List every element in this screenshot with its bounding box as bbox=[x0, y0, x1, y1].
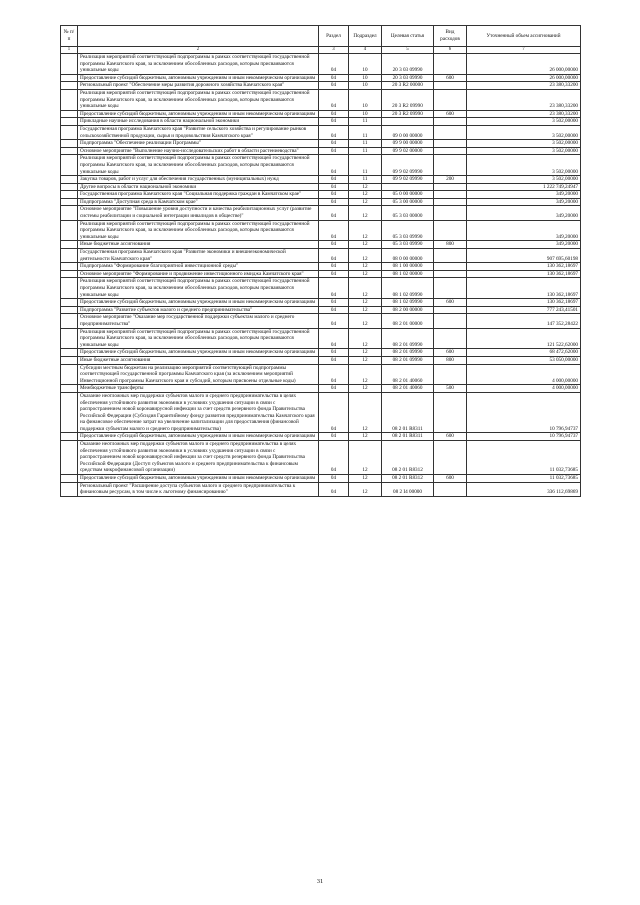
podrazdel-cell: 12 bbox=[349, 482, 382, 496]
allocation-cell: 23 380,33200 bbox=[467, 110, 581, 118]
table-row bbox=[61, 299, 581, 307]
table-row bbox=[61, 191, 581, 199]
table-row bbox=[61, 125, 581, 139]
razdel-cell: 04 bbox=[319, 385, 349, 393]
target-article-cell: 20 3 R2 09990 bbox=[382, 110, 434, 118]
item-name-cell: Реализация мероприятий соответствующей подпрограммы в рамках соответствующей государственной программы Камчатского края, за исключением обособленных расходов, которым присваиваются уникальные коды bbox=[78, 328, 319, 349]
podrazdel-cell: 11 bbox=[349, 118, 382, 126]
allocation-cell: 349,20000 bbox=[467, 220, 581, 241]
podrazdel-cell: 12 bbox=[349, 198, 382, 206]
expense-type-cell bbox=[434, 54, 467, 75]
row-index-cell bbox=[61, 263, 78, 271]
allocation-cell: 26 000,00000 bbox=[467, 74, 581, 82]
podrazdel-cell: 10 bbox=[349, 74, 382, 82]
target-article-cell: 08 1 02 09990 bbox=[382, 299, 434, 307]
razdel-cell: 04 bbox=[319, 392, 349, 433]
column-number: 2 bbox=[78, 47, 319, 54]
row-index-cell bbox=[61, 198, 78, 206]
razdel-cell: 04 bbox=[319, 249, 349, 263]
allocation-cell: 130 362,18697 bbox=[467, 299, 581, 307]
podrazdel-cell: 12 bbox=[349, 249, 382, 263]
item-name-cell: Региональный проект "Расширение доступа субъектов малого и среднего предпринимательства к финансовым ресурсам, в том числе к льготному финансированию" bbox=[78, 482, 319, 496]
row-index-cell bbox=[61, 110, 78, 118]
razdel-cell: 04 bbox=[319, 191, 349, 199]
header-podrazdel: Подраздел bbox=[349, 26, 382, 47]
column-number: 1 bbox=[61, 47, 78, 54]
podrazdel-cell: 12 bbox=[349, 220, 382, 241]
column-number: 7 bbox=[467, 47, 581, 54]
table-row bbox=[61, 482, 581, 496]
target-article-cell: 08 1 00 00000 bbox=[382, 263, 434, 271]
allocation-cell: 3 502,00000 bbox=[467, 118, 581, 126]
row-index-cell bbox=[61, 191, 78, 199]
allocation-cell: 3 502,00000 bbox=[467, 125, 581, 139]
podrazdel-cell: 12 bbox=[349, 364, 382, 385]
target-article-cell bbox=[382, 183, 434, 191]
allocation-cell: 130 362,18697 bbox=[467, 270, 581, 278]
allocation-cell: 349,20000 bbox=[467, 241, 581, 249]
table-row bbox=[61, 220, 581, 241]
row-index-cell bbox=[61, 89, 78, 110]
razdel-cell: 04 bbox=[319, 125, 349, 139]
table-body bbox=[61, 54, 581, 497]
table-row bbox=[61, 314, 581, 328]
item-name-cell: Основное мероприятие "Оказание мер государственной поддержки субъектам малого и среднего предпринимательства" bbox=[78, 314, 319, 328]
razdel-cell: 04 bbox=[319, 241, 349, 249]
razdel-cell: 04 bbox=[319, 140, 349, 148]
row-index-cell bbox=[61, 278, 78, 299]
row-index-cell bbox=[61, 220, 78, 241]
razdel-cell: 04 bbox=[319, 364, 349, 385]
expense-type-cell bbox=[434, 183, 467, 191]
row-index-cell bbox=[61, 270, 78, 278]
expense-type-cell bbox=[434, 147, 467, 155]
podrazdel-cell: 12 bbox=[349, 263, 382, 271]
target-article-cell: 09 9 02 00000 bbox=[382, 147, 434, 155]
podrazdel-cell: 10 bbox=[349, 110, 382, 118]
podrazdel-cell: 12 bbox=[349, 433, 382, 441]
razdel-cell: 04 bbox=[319, 118, 349, 126]
target-article-cell: 05 0 00 00000 bbox=[382, 191, 434, 199]
allocation-cell: 11 032,73685 bbox=[467, 441, 581, 475]
allocation-cell: 53 050,00000 bbox=[467, 356, 581, 364]
budget-table bbox=[60, 25, 581, 497]
expense-type-cell bbox=[434, 155, 467, 176]
podrazdel-cell: 12 bbox=[349, 349, 382, 357]
podrazdel-cell: 12 bbox=[349, 270, 382, 278]
expense-type-cell bbox=[434, 328, 467, 349]
podrazdel-cell: 12 bbox=[349, 385, 382, 393]
razdel-cell: 04 bbox=[319, 183, 349, 191]
podrazdel-cell: 10 bbox=[349, 82, 382, 90]
row-index-cell bbox=[61, 125, 78, 139]
item-name-cell: Предоставление субсидий бюджетным, автономным учреждениям и иным некоммерческим организациям bbox=[78, 110, 319, 118]
table-row bbox=[61, 392, 581, 433]
allocation-cell: 4 000,00000 bbox=[467, 364, 581, 385]
target-article-cell: 20 3 03 09990 bbox=[382, 54, 434, 75]
expense-type-cell: 600 bbox=[434, 475, 467, 483]
header-expense-type: Вид расходов bbox=[434, 26, 467, 47]
podrazdel-cell: 11 bbox=[349, 176, 382, 184]
allocation-cell: 907 695,60198 bbox=[467, 249, 581, 263]
table-row bbox=[61, 74, 581, 82]
target-article-cell: 08 2 01 R8311 bbox=[382, 433, 434, 441]
razdel-cell: 04 bbox=[319, 206, 349, 220]
item-name-cell: Основное мероприятие "Формирование и продвижение инвестиционного имиджа Камчатского края" bbox=[78, 270, 319, 278]
table-row bbox=[61, 155, 581, 176]
item-name-cell: Реализация мероприятий соответствующей подпрограммы в рамках соответствующей государственной программы Камчатского края, за исключением обособленных расходов, которым присваиваются уникальные коды bbox=[78, 155, 319, 176]
item-name-cell: Региональный проект "Обеспечение меры развития дорожного хозяйства Камчатского края" bbox=[78, 82, 319, 90]
table-row bbox=[61, 176, 581, 184]
allocation-cell: 349,20000 bbox=[467, 191, 581, 199]
allocation-cell: 349,20000 bbox=[467, 206, 581, 220]
row-index-cell bbox=[61, 249, 78, 263]
row-index-cell bbox=[61, 82, 78, 90]
item-name-cell: Государственная программа Камчатского края "Социальная поддержка граждан в Камчатском крае" bbox=[78, 191, 319, 199]
allocation-cell: 130 362,18697 bbox=[467, 278, 581, 299]
row-index-cell bbox=[61, 314, 78, 328]
allocation-cell: 777 243,41501 bbox=[467, 306, 581, 314]
target-article-cell: 08 2 01 R8312 bbox=[382, 441, 434, 475]
razdel-cell: 04 bbox=[319, 306, 349, 314]
target-article-cell: 08 2 01 09990 bbox=[382, 328, 434, 349]
item-name-cell: Реализация мероприятий соответствующей подпрограммы в рамках соответствующей государственной программы Камчатского края, за исключением обособленных расходов, которым присваиваются уникальные коды bbox=[78, 220, 319, 241]
target-article-cell: 09 9 00 00000 bbox=[382, 140, 434, 148]
item-name-cell: Подпрограмма "Развитие субъектов малого и среднего предпринимательства" bbox=[78, 306, 319, 314]
row-index-cell bbox=[61, 475, 78, 483]
target-article-cell: 08 1 02 00000 bbox=[382, 270, 434, 278]
target-article-cell: 20 3 03 09990 bbox=[382, 74, 434, 82]
table-row bbox=[61, 82, 581, 90]
table-row bbox=[61, 270, 581, 278]
podrazdel-cell: 11 bbox=[349, 125, 382, 139]
razdel-cell: 04 bbox=[319, 176, 349, 184]
table-row bbox=[61, 183, 581, 191]
podrazdel-cell: 10 bbox=[349, 89, 382, 110]
razdel-cell: 04 bbox=[319, 74, 349, 82]
row-index-cell bbox=[61, 328, 78, 349]
podrazdel-cell: 11 bbox=[349, 155, 382, 176]
row-index-cell bbox=[61, 482, 78, 496]
item-name-cell: Иные бюджетные ассигнования bbox=[78, 241, 319, 249]
razdel-cell: 04 bbox=[319, 475, 349, 483]
target-article-cell: 20 3 R2 09990 bbox=[382, 89, 434, 110]
expense-type-cell bbox=[434, 278, 467, 299]
podrazdel-cell: 12 bbox=[349, 475, 382, 483]
target-article-cell: 08 2 01 09990 bbox=[382, 356, 434, 364]
item-name-cell: Подпрограмма "Формирование благоприятной инвестиционной среды" bbox=[78, 263, 319, 271]
table-header-row bbox=[61, 26, 581, 47]
razdel-cell: 04 bbox=[319, 82, 349, 90]
expense-type-cell: 600 bbox=[434, 433, 467, 441]
expense-type-cell bbox=[434, 89, 467, 110]
podrazdel-cell: 12 bbox=[349, 314, 382, 328]
table-row bbox=[61, 433, 581, 441]
expense-type-cell bbox=[434, 125, 467, 139]
target-article-cell: 08 1 02 09990 bbox=[382, 278, 434, 299]
expense-type-cell: 600 bbox=[434, 299, 467, 307]
allocation-cell: 10 796,94737 bbox=[467, 392, 581, 433]
column-number-row bbox=[61, 47, 581, 54]
allocation-cell: 68 472,62000 bbox=[467, 349, 581, 357]
allocation-cell: 11 032,73685 bbox=[467, 475, 581, 483]
row-index-cell bbox=[61, 176, 78, 184]
target-article-cell: 08 2 01 40060 bbox=[382, 364, 434, 385]
column-number: 4 bbox=[349, 47, 382, 54]
row-index-cell bbox=[61, 349, 78, 357]
expense-type-cell bbox=[434, 82, 467, 90]
expense-type-cell bbox=[434, 270, 467, 278]
row-index-cell bbox=[61, 364, 78, 385]
header-target-article: Целевая статья bbox=[382, 26, 434, 47]
item-name-cell: Реализация мероприятий соответствующей подпрограммы в рамках соответствующей государственной программы Камчатского края, за исключением обособленных расходов, которым присваиваются уникальные коды bbox=[78, 54, 319, 75]
row-index-cell bbox=[61, 147, 78, 155]
razdel-cell: 04 bbox=[319, 278, 349, 299]
row-index-cell bbox=[61, 206, 78, 220]
podrazdel-cell: 12 bbox=[349, 392, 382, 433]
table-row bbox=[61, 364, 581, 385]
razdel-cell: 04 bbox=[319, 482, 349, 496]
allocation-cell: 3 502,00000 bbox=[467, 140, 581, 148]
row-index-cell bbox=[61, 54, 78, 75]
item-name-cell: Государственная программа Камчатского края "Развитие сельского хозяйства и регулирование рынков сельскохозяйственной продукции, сырья и продовольствия Камчатского края" bbox=[78, 125, 319, 139]
table-row bbox=[61, 249, 581, 263]
item-name-cell: Предоставление субсидий бюджетным, автономным учреждениям и иным некоммерческим организациям bbox=[78, 349, 319, 357]
expense-type-cell bbox=[434, 306, 467, 314]
razdel-cell: 04 bbox=[319, 54, 349, 75]
table-row bbox=[61, 475, 581, 483]
item-name-cell: Оказание неотложных мер поддержки субъектов малого и среднего предпринимательства в целях обеспечения устойчивого развития экономики в условиях ухудшения ситуации в связи с распространением новой коронавирусной инфекции за счет средств резервного фонда Правительства Российской Федерации (Субсидия Гарантийному фонду развития предпринимательства Камчатского края на финансовое обеспечение затрат на увеличение капитализации для предоставления (финансовой поддержки субъектам малого и среднего предпринимательства) bbox=[78, 392, 319, 433]
expense-type-cell bbox=[434, 314, 467, 328]
target-article-cell bbox=[382, 118, 434, 126]
target-article-cell: 20 3 R2 00000 bbox=[382, 82, 434, 90]
header-allocation: Уточненный объем ассигнований bbox=[467, 26, 581, 47]
target-article-cell: 09 0 00 00000 bbox=[382, 125, 434, 139]
expense-type-cell: 600 bbox=[434, 110, 467, 118]
razdel-cell: 04 bbox=[319, 314, 349, 328]
target-article-cell: 05 3 03 09990 bbox=[382, 220, 434, 241]
expense-type-cell bbox=[434, 206, 467, 220]
item-name-cell: Предоставление субсидий бюджетным, автономным учреждениям и иным некоммерческим организациям bbox=[78, 433, 319, 441]
allocation-cell: 336 112,69869 bbox=[467, 482, 581, 496]
expense-type-cell bbox=[434, 364, 467, 385]
podrazdel-cell: 10 bbox=[349, 54, 382, 75]
expense-type-cell bbox=[434, 441, 467, 475]
expense-type-cell bbox=[434, 263, 467, 271]
podrazdel-cell: 12 bbox=[349, 278, 382, 299]
expense-type-cell: 200 bbox=[434, 176, 467, 184]
razdel-cell: 04 bbox=[319, 110, 349, 118]
target-article-cell: 08 2 01 40060 bbox=[382, 385, 434, 393]
row-index-cell bbox=[61, 74, 78, 82]
razdel-cell: 04 bbox=[319, 349, 349, 357]
table-row bbox=[61, 278, 581, 299]
item-name-cell: Предоставление субсидий бюджетным, автономным учреждениям и иным некоммерческим организациям bbox=[78, 74, 319, 82]
podrazdel-cell: 12 bbox=[349, 183, 382, 191]
row-index-cell bbox=[61, 433, 78, 441]
target-article-cell: 08 2 I4 00000 bbox=[382, 482, 434, 496]
target-article-cell: 08 2 01 R8312 bbox=[382, 475, 434, 483]
razdel-cell: 04 bbox=[319, 441, 349, 475]
allocation-cell: 3 502,00000 bbox=[467, 155, 581, 176]
item-name-cell: Предоставление субсидий бюджетным, автономным учреждениям и иным некоммерческим организациям bbox=[78, 475, 319, 483]
table-row bbox=[61, 263, 581, 271]
expense-type-cell bbox=[434, 198, 467, 206]
item-name-cell: Реализация мероприятий соответствующей подпрограммы в рамках соответствующей государственной программы Камчатского края, за исключением обособленных расходов, которым присваиваются уникальные коды bbox=[78, 278, 319, 299]
target-article-cell: 08 2 01 R8311 bbox=[382, 392, 434, 433]
item-name-cell: Межбюджетные трансферты bbox=[78, 385, 319, 393]
podrazdel-cell: 12 bbox=[349, 191, 382, 199]
target-article-cell: 09 9 02 09990 bbox=[382, 176, 434, 184]
target-article-cell: 05 3 03 00000 bbox=[382, 206, 434, 220]
expense-type-cell: 500 bbox=[434, 385, 467, 393]
item-name-cell: Предоставление субсидий бюджетным, автономным учреждениям и иным некоммерческим организациям bbox=[78, 299, 319, 307]
row-index-cell bbox=[61, 441, 78, 475]
expense-type-cell bbox=[434, 140, 467, 148]
row-index-cell bbox=[61, 306, 78, 314]
expense-type-cell: 600 bbox=[434, 349, 467, 357]
podrazdel-cell: 12 bbox=[349, 206, 382, 220]
table-row bbox=[61, 110, 581, 118]
table-row bbox=[61, 241, 581, 249]
razdel-cell: 04 bbox=[319, 198, 349, 206]
podrazdel-cell: 12 bbox=[349, 299, 382, 307]
item-name-cell: Основное мероприятие "Повышение уровня доступности и качества реабилитационных услуг (развитие системы реабилитации и социальной интеграции инвалидов в обществе)" bbox=[78, 206, 319, 220]
item-name-cell: Другие вопросы в области национальной экономики bbox=[78, 183, 319, 191]
expense-type-cell: 600 bbox=[434, 74, 467, 82]
allocation-cell: 10 796,94737 bbox=[467, 433, 581, 441]
podrazdel-cell: 12 bbox=[349, 441, 382, 475]
target-article-cell: 05 3 03 09990 bbox=[382, 241, 434, 249]
podrazdel-cell: 12 bbox=[349, 241, 382, 249]
table-row bbox=[61, 206, 581, 220]
allocation-cell: 3 502,00000 bbox=[467, 147, 581, 155]
podrazdel-cell: 12 bbox=[349, 306, 382, 314]
table-row bbox=[61, 356, 581, 364]
item-name-cell: Реализация мероприятий соответствующей подпрограммы в рамках соответствующей государственной программы Камчатского края, за исключением обособленных расходов, которым присваиваются уникальные коды bbox=[78, 89, 319, 110]
table-row bbox=[61, 306, 581, 314]
razdel-cell: 04 bbox=[319, 220, 349, 241]
razdel-cell: 04 bbox=[319, 263, 349, 271]
razdel-cell: 04 bbox=[319, 299, 349, 307]
allocation-cell: 3 502,00000 bbox=[467, 176, 581, 184]
table-row bbox=[61, 328, 581, 349]
page-number: 31 bbox=[316, 878, 324, 885]
row-index-cell bbox=[61, 356, 78, 364]
column-number: 6 bbox=[434, 47, 467, 54]
expense-type-cell bbox=[434, 191, 467, 199]
row-index-cell bbox=[61, 241, 78, 249]
row-index-cell bbox=[61, 140, 78, 148]
item-name-cell: Оказание неотложных мер поддержки субъектов малого и среднего предпринимательства в целях обеспечения устойчивого развития экономики в условиях ухудшения ситуации в связи с распространением новой коронавирусной инфекции за счет средств резервного фонда Правительства Российской Федерации (Доступ субъектов малого и среднего предпринимательства к финансовым средствам микрофинансовой организации) bbox=[78, 441, 319, 475]
table-row bbox=[61, 385, 581, 393]
razdel-cell: 04 bbox=[319, 270, 349, 278]
expense-type-cell bbox=[434, 118, 467, 126]
allocation-cell: 23 380,33200 bbox=[467, 89, 581, 110]
target-article-cell: 08 2 01 09990 bbox=[382, 349, 434, 357]
column-number: 3 bbox=[319, 47, 349, 54]
expense-type-cell: 800 bbox=[434, 241, 467, 249]
table-row bbox=[61, 54, 581, 75]
razdel-cell: 04 bbox=[319, 433, 349, 441]
target-article-cell: 05 3 00 00000 bbox=[382, 198, 434, 206]
allocation-cell: 121 522,62000 bbox=[467, 328, 581, 349]
item-name-cell: Закупка товаров, работ и услуг для обеспечения государственных (муниципальных) нужд bbox=[78, 176, 319, 184]
expense-type-cell: 800 bbox=[434, 356, 467, 364]
expense-type-cell bbox=[434, 482, 467, 496]
item-name-cell: Подпрограмма "Доступная среда в Камчатском крае" bbox=[78, 198, 319, 206]
razdel-cell: 04 bbox=[319, 89, 349, 110]
item-name-cell: Субсидии местным бюджетам на реализацию мероприятий соответствующей подпрограммы соответствующей государственной программы Камчатского края (за исключением мероприятий Инвестиционной программы Камчатского края и субсидий, которым присвоены отдельные коды) bbox=[78, 364, 319, 385]
target-article-cell: 08 2 00 00000 bbox=[382, 306, 434, 314]
item-name-cell: Иные бюджетные ассигнования bbox=[78, 356, 319, 364]
podrazdel-cell: 12 bbox=[349, 328, 382, 349]
item-name-cell: Государственная программа Камчатского края "Развитие экономики и внешнеэкономической деятельности Камчатского края" bbox=[78, 249, 319, 263]
item-name-cell: Подпрограмма "Обеспечение реализации Программы" bbox=[78, 140, 319, 148]
table-row bbox=[61, 89, 581, 110]
table-row bbox=[61, 140, 581, 148]
row-index-cell bbox=[61, 155, 78, 176]
podrazdel-cell: 11 bbox=[349, 147, 382, 155]
target-article-cell: 08 0 00 00000 bbox=[382, 249, 434, 263]
allocation-cell: 1 222 749,24947 bbox=[467, 183, 581, 191]
table-row bbox=[61, 118, 581, 126]
allocation-cell: 4 000,00000 bbox=[467, 385, 581, 393]
row-index-cell bbox=[61, 183, 78, 191]
allocation-cell: 147 352,28422 bbox=[467, 314, 581, 328]
column-number: 5 bbox=[382, 47, 434, 54]
allocation-cell: 23 380,33200 bbox=[467, 82, 581, 90]
header-name bbox=[78, 26, 319, 47]
item-name-cell: Прикладные научные исследования в области национальной экономики bbox=[78, 118, 319, 126]
target-article-cell: 08 2 01 00000 bbox=[382, 314, 434, 328]
header-razdel: Раздел bbox=[319, 26, 349, 47]
target-article-cell: 09 9 02 09990 bbox=[382, 155, 434, 176]
row-index-cell bbox=[61, 392, 78, 433]
razdel-cell: 04 bbox=[319, 328, 349, 349]
razdel-cell: 04 bbox=[319, 155, 349, 176]
allocation-cell: 26 000,00000 bbox=[467, 54, 581, 75]
table-row bbox=[61, 147, 581, 155]
row-index-cell bbox=[61, 299, 78, 307]
expense-type-cell bbox=[434, 249, 467, 263]
razdel-cell: 04 bbox=[319, 356, 349, 364]
expense-type-cell bbox=[434, 220, 467, 241]
row-index-cell bbox=[61, 118, 78, 126]
header-number: № п/п bbox=[61, 26, 78, 47]
razdel-cell: 04 bbox=[319, 147, 349, 155]
expense-type-cell bbox=[434, 392, 467, 433]
table-row bbox=[61, 349, 581, 357]
table-row bbox=[61, 198, 581, 206]
podrazdel-cell: 11 bbox=[349, 140, 382, 148]
item-name-cell: Основное мероприятие "Выполнение научно-исследовательских работ в области растениеводства" bbox=[78, 147, 319, 155]
allocation-cell: 130 362,18697 bbox=[467, 263, 581, 271]
allocation-cell: 349,20000 bbox=[467, 198, 581, 206]
table-row bbox=[61, 441, 581, 475]
podrazdel-cell: 12 bbox=[349, 356, 382, 364]
row-index-cell bbox=[61, 385, 78, 393]
